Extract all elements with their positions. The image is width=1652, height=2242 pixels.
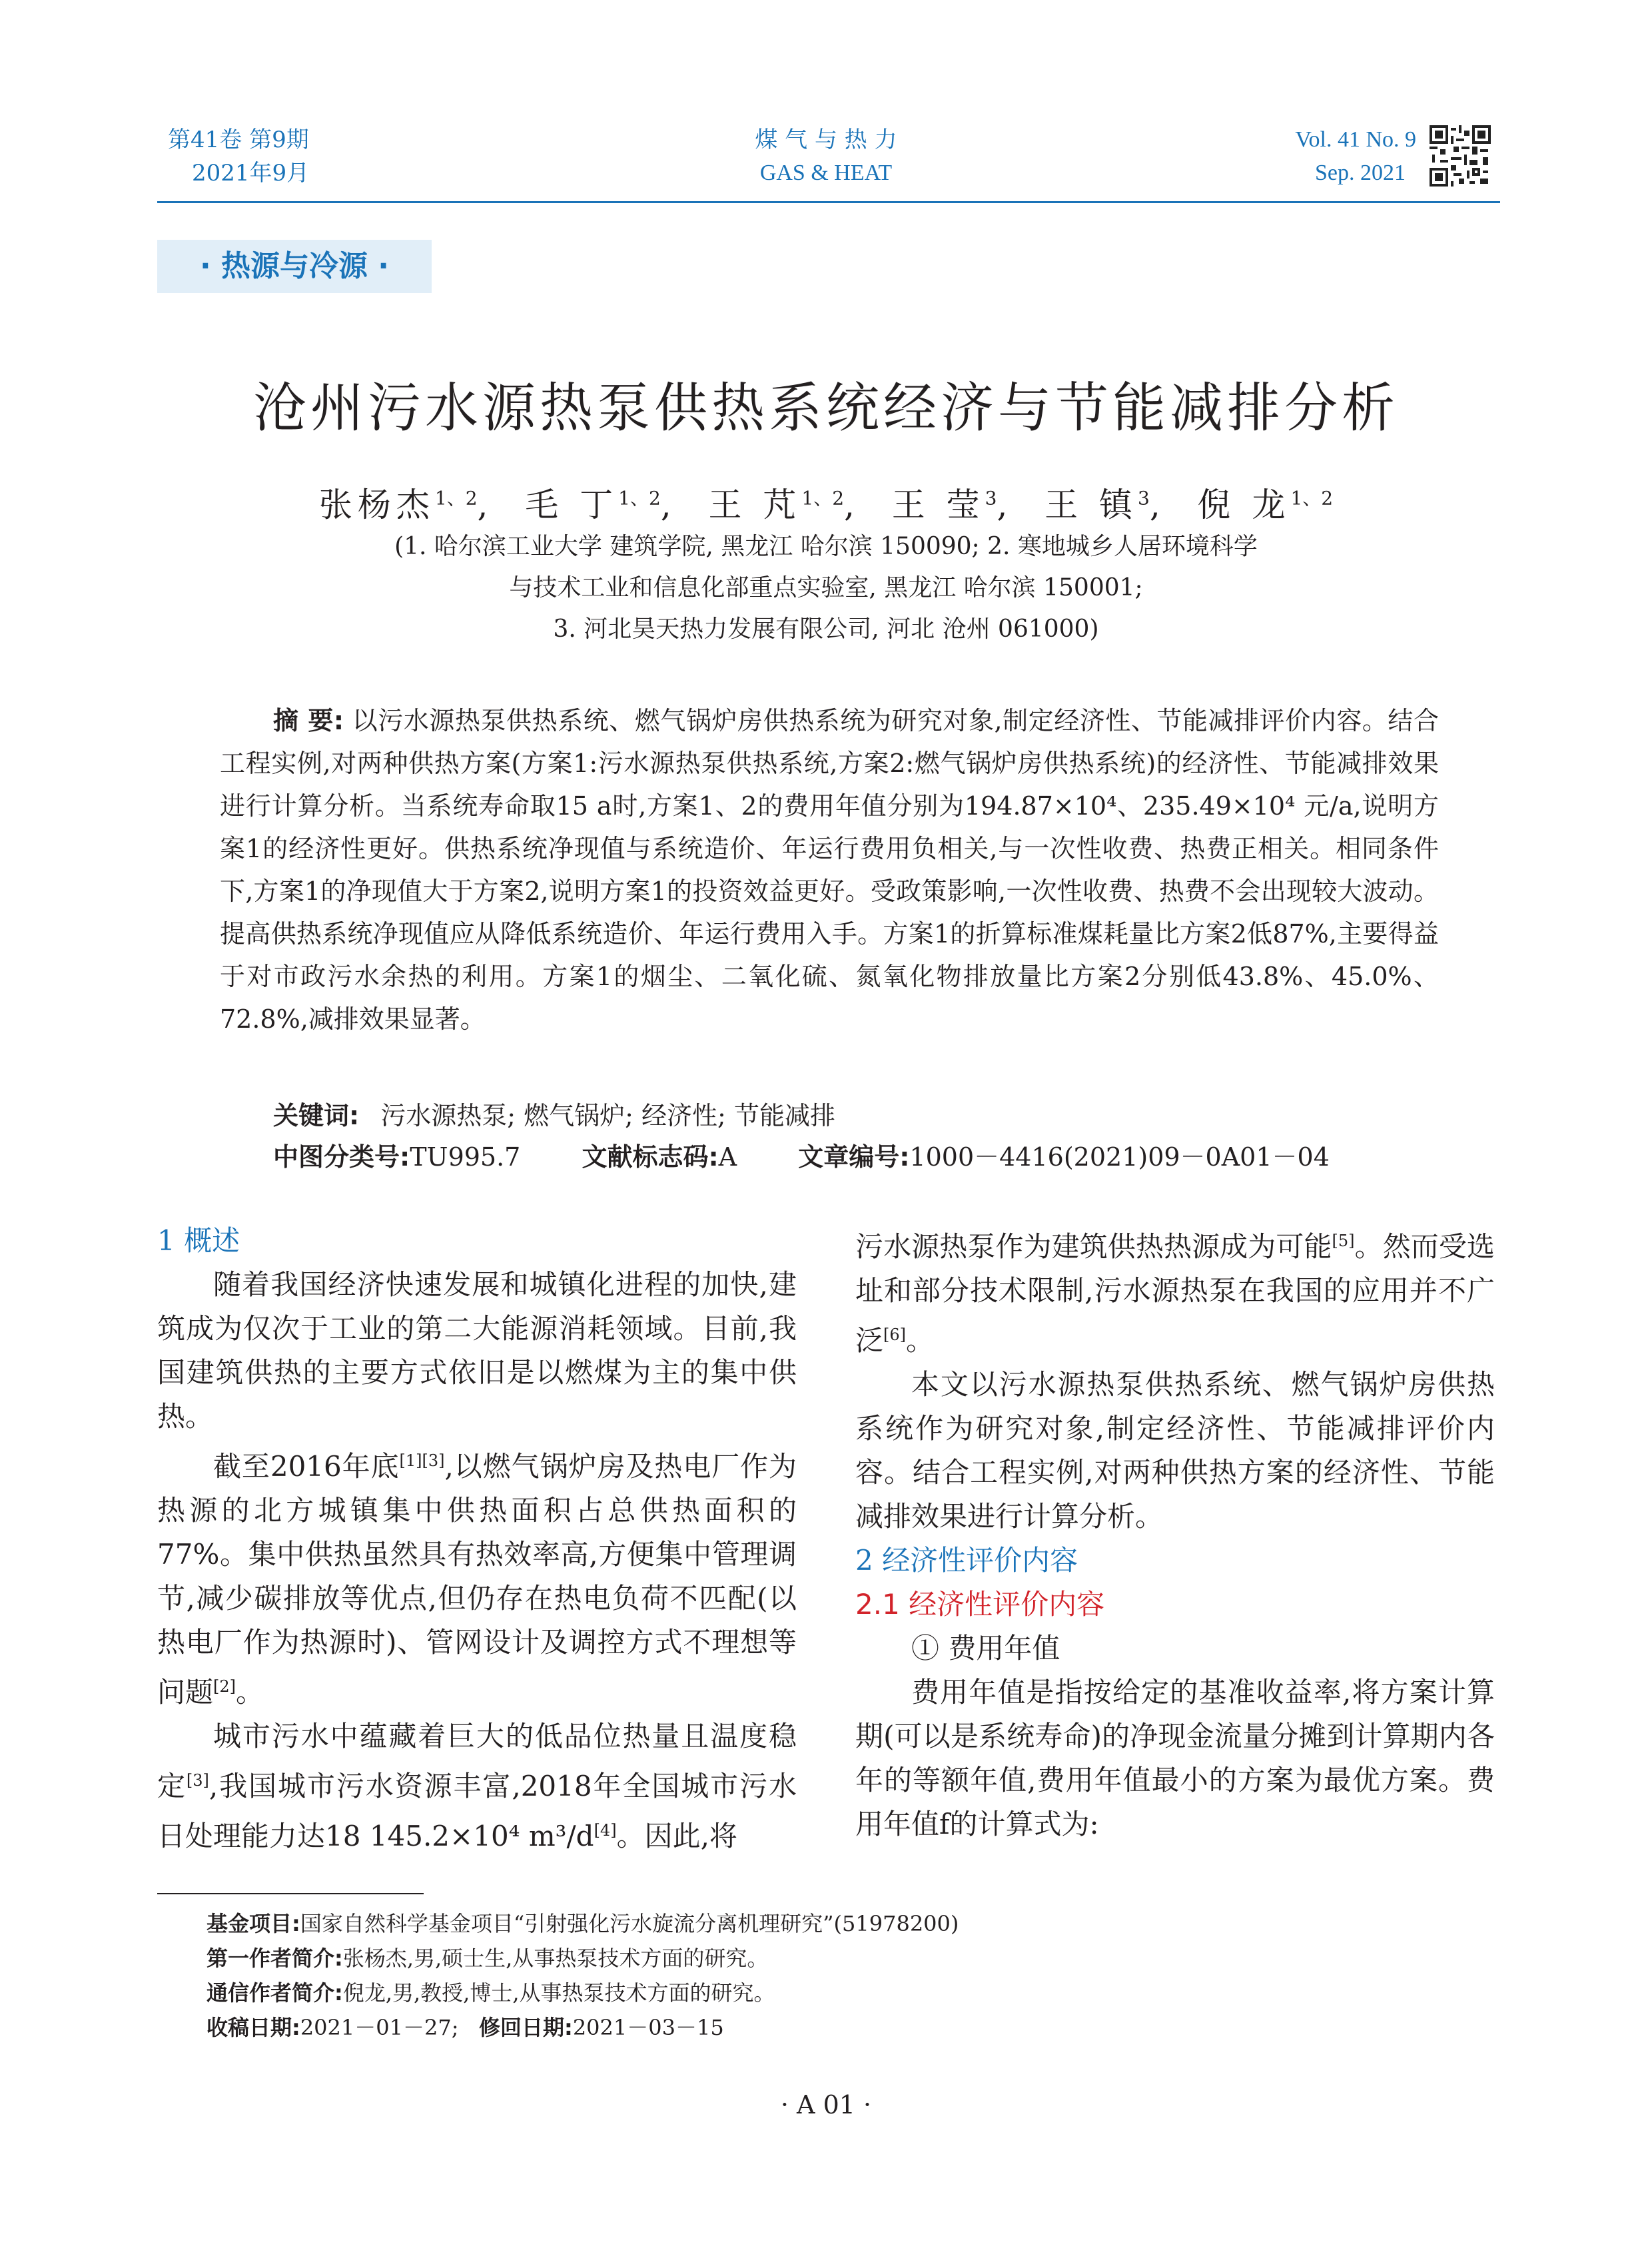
qr-code-icon[interactable] — [1430, 125, 1491, 187]
header-date-cn: 2021年9月 — [192, 160, 310, 187]
article-title: 沧州污水源热泵供热系统经济与节能减排分析 — [253, 377, 1399, 439]
journal-title-cn: 煤 气 与 热 力 — [755, 127, 897, 153]
section-2-1-heading: 2.1 经济性评价内容 — [855, 1588, 1105, 1621]
section-tag: · 热源与冷源 · — [157, 240, 432, 293]
affiliation-line: (1. 哈尔滨工业大学 建筑学院, 黑龙江 哈尔滨 150090; 2. 寒地城乡人居环境科学 — [394, 533, 1258, 560]
keywords-text: 污水源热泵; 燃气锅炉; 经济性; 节能减排 — [380, 1101, 835, 1130]
author-list: 张杨杰$^{1、2}$, 毛 丁$^{1、2}$, 王 芃$^{1、2}$, 王 莹$^3$, 王 镇$^3$, 倪 龙$^{1、2}$ — [318, 486, 1334, 524]
paragraph: 截至2016年底[1][3],以燃气锅炉房及热电厂作为热源的北方城镇集中供热面积占总供热面积的77%。集中供热虽然具有热效率高,方便集中管理调节,减少碳排放等优点,但仍存在热电负荷不匹配(以热电厂作为热源时)、管网设计及调控方式不理想等问题[2]。 — [157, 1450, 797, 1708]
page-number: · A 01 · — [780, 2090, 872, 2119]
section-1-heading: 1 概述 — [157, 1224, 240, 1257]
paragraph: 污水源热泵作为建筑供热热源成为可能[5]。然而受选址和部分技术限制,污水源热泵在我国的应用并不广泛[6]。 — [855, 1230, 1495, 1357]
author-name: 张杨杰 — [318, 486, 435, 524]
author-name: 王 芃 — [708, 486, 802, 524]
right-column — [855, 1219, 1495, 1846]
affiliation-line: 与技术工业和信息化部重点实验室, 黑龙江 哈尔滨 150001; — [509, 574, 1143, 601]
author-affiliation-mark: 1、2 — [434, 487, 478, 510]
footnote-corresponding-author: 通信作者简介:倪龙,男,教授,博士,从事热泵技术方面的研究。 — [206, 1980, 775, 2006]
doc-code-label: 文献标志码: — [582, 1142, 719, 1172]
author-name: 王 莹 — [891, 486, 985, 524]
keywords-label: 关键词: — [273, 1101, 360, 1130]
abstract — [220, 699, 1439, 1040]
author-name: 倪 龙 — [1197, 486, 1291, 524]
citation-ref[interactable]: [3] — [186, 1771, 209, 1790]
author-affiliation-mark: 3 — [1138, 487, 1150, 510]
clc-label: 中图分类号: — [273, 1142, 410, 1172]
author-affiliation-mark: 3 — [985, 487, 997, 510]
keywords — [273, 1099, 835, 1132]
citation-ref[interactable]: [2] — [213, 1677, 236, 1696]
author-affiliation-mark: 1、2 — [618, 487, 661, 510]
article-number-value: 1000－4416(2021)09－0A01－04 — [909, 1142, 1330, 1172]
header-volume-issue-cn: 第41卷 第9期 — [168, 127, 309, 153]
citation-ref[interactable]: [4] — [594, 1821, 617, 1840]
doc-code-value: A — [718, 1142, 737, 1172]
paragraph: 城市污水中蕴藏着巨大的低品位热量且温度稳定[3],我国城市污水资源丰富,2018年全国城市污水日处理能力达18 145.2×10⁴ m³/d[4]。因此,将 — [157, 1720, 797, 1852]
abstract-text: 以污水源热泵供热系统、燃气锅炉房供热系统为研究对象,制定经济性、节能减排评价内容。结合工程实例,对两种供热方案(方案1:污水源热泵供热系统,方案2:燃气锅炉房供热系统)的经济性、节能减排效果进行计算分析。当系统寿命取15 a时,方案1、2的费用年值分别为194.87×10⁴、235.49×10⁴ 元/a,说明方案1的经济性更好。供热系统净现值与系统造价、年运行费用负相关,与一次性收费、热费正相关。相同条件下,方案1的净现值大于方案2,说明方案1的投资效益更好。受政策影响,一次性收费、热费不会出现较大波动。提高供热系统净现值应从降低系统造价、年运行费用入手。方案1的折算标准煤耗量比方案2低87%,主要得益于对市政污水余热的利用。方案1的烟尘、二氧化硫、氮氧化物排放量比方案2分别低43.8%、45.0%、72.8%,减排效果显著。 — [220, 706, 1439, 1034]
author-affiliation-mark: 1、2 — [1290, 487, 1334, 510]
citation-ref[interactable]: [5] — [1332, 1232, 1355, 1250]
clc-value: TU995.7 — [410, 1142, 521, 1172]
author-name: 毛 丁 — [525, 486, 619, 524]
section-2-heading: 2 经济性评价内容 — [855, 1544, 1078, 1577]
classification-line — [273, 1140, 1472, 1174]
article-number-label: 文章编号: — [798, 1142, 910, 1172]
footnote-funding: 基金项目:国家自然科学基金项目“引射强化污水旋流分离机理研究”(51978200) — [206, 1911, 959, 1936]
footnote-first-author: 第一作者简介:张杨杰,男,硕士生,从事热泵技术方面的研究。 — [206, 1946, 769, 1971]
affiliation-line: 3. 河北昊天热力发展有限公司, 河北 沧州 061000) — [553, 615, 1099, 643]
author-affiliation-mark: 1、2 — [801, 487, 845, 510]
paragraph: 随着我国经济快速发展和城镇化进程的加快,建筑成为仅次于工业的第二大能源消耗领域。目前,我国建筑供热的主要方式依旧是以燃煤为主的集中供热。 — [157, 1268, 797, 1433]
journal-title-en: GAS & HEAT — [759, 161, 893, 185]
paragraph: 费用年值是指按给定的基准收益率,将方案计算期(可以是系统寿命)的净现金流量分摊到计算期内各年的等额年值,费用年值最小的方案为最优方案。费用年值f的计算式为: — [855, 1676, 1495, 1840]
author-name: 王 镇 — [1044, 486, 1138, 524]
abstract-label: 摘 要: — [273, 706, 344, 735]
citation-ref[interactable]: [6] — [883, 1325, 907, 1344]
list-item-heading: ① 费用年值 — [911, 1632, 1060, 1665]
header-rule — [157, 201, 1500, 203]
footnote-rule — [157, 1893, 424, 1894]
paragraph: 本文以污水源热泵供热系统、燃气锅炉房供热系统作为研究对象,制定经济性、节能减排评价内容。结合工程实例,对两种供热方案的经济性、节能减排效果进行计算分析。 — [855, 1368, 1495, 1533]
header-volume-issue-en: Vol. 41 No. 9 — [1295, 127, 1416, 152]
left-column — [157, 1219, 797, 1858]
citation-ref[interactable]: [1][3] — [399, 1451, 445, 1470]
header-date-en: Sep. 2021 — [1315, 161, 1406, 185]
footnote-dates: 收稿日期:2021－01－27; 修回日期:2021－03－15 — [206, 2015, 724, 2040]
